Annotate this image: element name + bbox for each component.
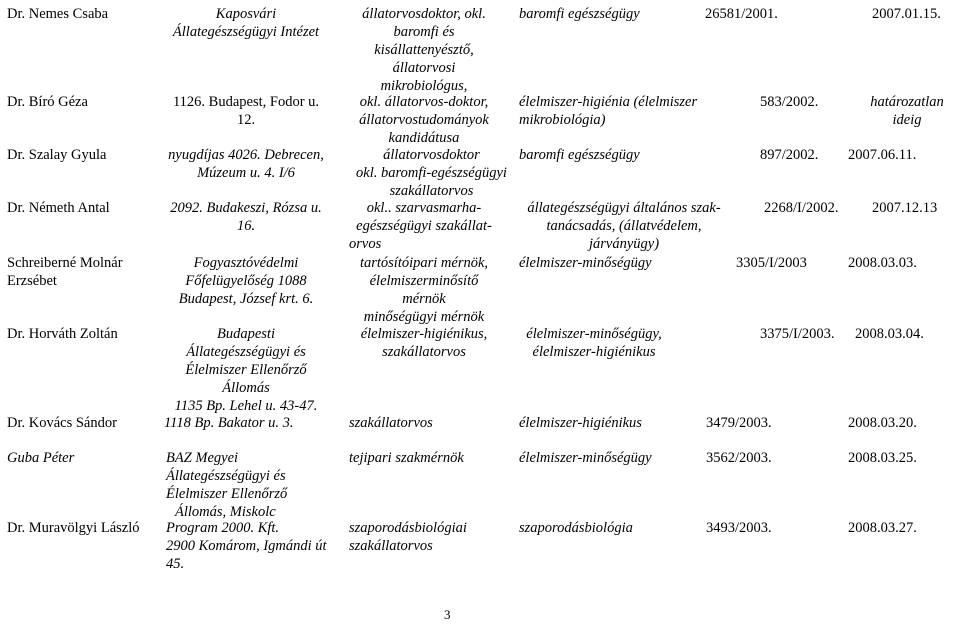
name-cell: Dr. Muravölgyi László [7, 520, 140, 536]
field-cell [519, 199, 729, 253]
field-line: élelmiszer-higiénikus [532, 344, 656, 360]
qualification-line: okl.. szarvasmarha- [366, 200, 482, 216]
valid-line: ideig [892, 112, 922, 128]
reg-number-cell: 3479/2003. [706, 415, 772, 431]
address-line: 2092. Budakeszi, Rózsa u. [170, 200, 322, 216]
field-cell [519, 325, 669, 361]
address-line: BAZ Megyei [166, 450, 239, 466]
page-number: 3 [444, 607, 451, 622]
name-line: Erzsébet [7, 273, 57, 289]
field-line: tanácsadás, (állatvédelem, [546, 218, 702, 234]
address-cell: 1118 Bp. Bakator u. 3. [164, 415, 294, 431]
address-line: Fogyasztóvédelmi [193, 255, 299, 271]
reg-number-cell: 897/2002. [760, 147, 819, 163]
address-line: Állategészségügyi Intézet [172, 24, 320, 40]
address-cell [166, 5, 326, 41]
field-line: járványügy) [588, 236, 660, 252]
address-line: Élelmiszer Ellenőrző [185, 362, 307, 378]
address-line: 1126. Budapest, Fodor u. [172, 94, 320, 110]
address-line: Program 2000. Kft. [166, 520, 280, 536]
reg-number-cell: 2268/I/2002. [764, 200, 839, 216]
qualification-line: okl. baromfi-egészségügyi [356, 165, 507, 181]
qualification-line: baromfi és [393, 24, 455, 40]
qualification-cell [349, 199, 499, 253]
name-cell: Dr. Kovács Sándor [7, 415, 117, 431]
valid-cell: 2007.06.11. [848, 147, 917, 163]
field-cell: élelmiszer-minőségügy [519, 450, 652, 466]
qualification-cell [349, 254, 499, 326]
reg-number-cell: 3375/I/2003. [760, 326, 835, 342]
qualification-line: kisállattenyésztő, [374, 42, 474, 58]
valid-cell [860, 93, 954, 129]
reg-number-cell: 583/2002. [760, 94, 819, 110]
name-cell: Dr. Szalay Gyula [7, 147, 107, 163]
name-cell: Dr. Horváth Zoltán [7, 326, 118, 342]
qualification-line: állatorvosdoktor, okl. [362, 6, 486, 22]
reg-number-cell: 3562/2003. [706, 450, 772, 466]
name-cell [7, 254, 123, 290]
address-line: 16. [236, 218, 256, 234]
qualification-cell: tejipari szakmérnök [349, 450, 464, 466]
qualification-cell [349, 325, 499, 361]
address-cell [166, 254, 326, 308]
address-cell [166, 199, 326, 235]
address-cell [166, 519, 336, 573]
address-line: 12. [236, 112, 256, 128]
qualification-cell [349, 93, 499, 147]
valid-cell: 2008.03.04. [855, 326, 924, 342]
qualification-line: orvos [349, 236, 382, 252]
field-cell: élelmiszer-higiénikus [519, 415, 642, 431]
address-line: nyugdíjas 4026. Debrecen, [168, 147, 324, 163]
field-cell: élelmiszer-minőségügy [519, 255, 652, 271]
name-line: Schreiberné Molnár [7, 255, 123, 271]
address-cell [166, 325, 326, 415]
field-cell: baromfi egészségügy [519, 147, 640, 163]
field-cell: baromfi egészségügy [519, 6, 640, 22]
qualification-line: állatorvosdoktor [383, 147, 480, 163]
address-line: 2900 Komárom, Igmándi út [166, 538, 327, 554]
address-cell [166, 449, 326, 521]
address-line: Állategészségügyi és [186, 344, 306, 360]
name-cell: Dr. Bíró Géza [7, 94, 88, 110]
valid-cell: 2007.01.15. [872, 6, 941, 22]
field-line: élelmiszer-higiénia (élelmiszer [519, 94, 698, 110]
address-line: Állomás, Miskolc [175, 504, 276, 520]
field-line: élelmiszer-minőségügy, [526, 326, 662, 342]
address-line: 1135 Bp. Lehel u. 43-47. [174, 398, 318, 414]
qualification-line: mikrobiológus, [380, 78, 468, 94]
address-line: Budapesti [217, 326, 275, 342]
valid-cell: 2008.03.03. [848, 255, 917, 271]
valid-cell: 2008.03.25. [848, 450, 917, 466]
field-cell: szaporodásbiológia [519, 520, 633, 536]
field-cell [519, 93, 697, 129]
qualification-line: szakállatorvos [389, 183, 474, 199]
qualification-line: élelmiszerminősítő [369, 273, 479, 289]
qualification-cell [349, 519, 467, 555]
qualification-line: állatorvostudományok [359, 112, 489, 128]
address-line: Kaposvári [215, 6, 277, 22]
field-line: állategészségügyi általános szak- [527, 200, 721, 216]
qualification-cell [349, 5, 499, 95]
qualification-line: szakállatorvos [349, 538, 433, 554]
valid-cell: 2008.03.27. [848, 520, 917, 536]
address-line: Múzeum u. 4. I/6 [197, 165, 295, 181]
name-cell: Dr. Nemes Csaba [7, 6, 109, 22]
field-line: mikrobiológia) [519, 112, 606, 128]
qualification-line: minőségügyi mérnök [363, 309, 485, 325]
address-line: Állategészségügyi és [166, 468, 286, 484]
address-line: Állomás [222, 380, 270, 396]
address-line: Főfelügyelőség 1088 [185, 273, 307, 289]
reg-number-cell: 3305/I/2003 [736, 255, 807, 271]
address-cell [166, 146, 326, 182]
valid-cell: 2008.03.20. [848, 415, 917, 431]
reg-number-cell: 3493/2003. [706, 520, 772, 536]
reg-number-cell: 26581/2001. [705, 6, 778, 22]
address-cell [166, 93, 326, 129]
qualification-line: tartósítóipari mérnök, [359, 255, 489, 271]
address-line: 45. [166, 556, 185, 572]
qualification-line: kandidátusa [388, 130, 460, 146]
qualification-cell [349, 146, 514, 200]
valid-cell: 2007.12.13 [872, 200, 938, 216]
name-cell: Dr. Németh Antal [7, 200, 110, 216]
name-cell: Guba Péter [7, 450, 75, 466]
address-line: Budapest, József krt. 6. [178, 291, 314, 307]
qualification-line: egészségügyi szakállat- [356, 218, 492, 234]
qualification-line: mérnök [402, 291, 446, 307]
qualification-line: állatorvosi [392, 60, 456, 76]
qualification-line: szaporodásbiológiai [349, 520, 467, 536]
qualification-line: élelmiszer-higiénikus, [360, 326, 488, 342]
qualification-cell: szakállatorvos [349, 415, 433, 431]
valid-line: határozatlan [870, 94, 944, 110]
qualification-line: okl. állatorvos-doktor, [359, 94, 489, 110]
address-line: Élelmiszer Ellenőrző [166, 486, 288, 502]
qualification-line: szakállatorvos [382, 344, 466, 360]
